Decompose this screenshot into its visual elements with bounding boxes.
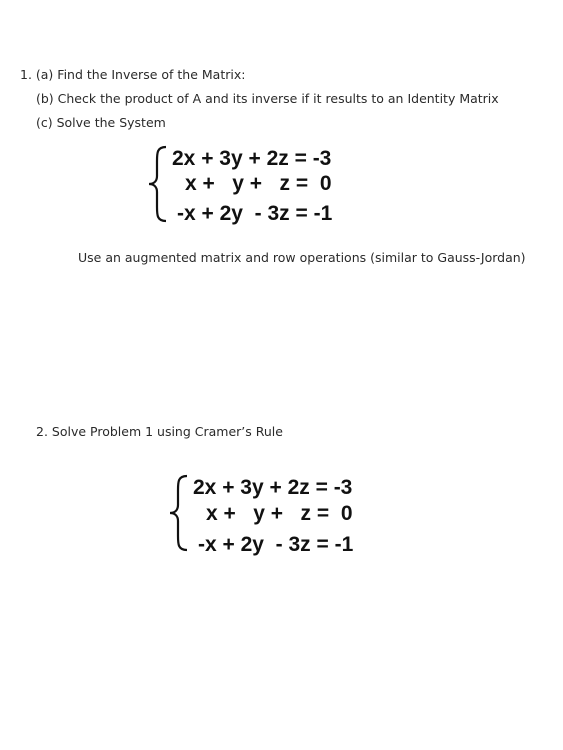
equation-2: x + y + z = 0 [185,172,332,195]
equation-1: 2x + 3y + 2z = -3 [193,476,353,499]
equation-3: -x + 2y - 3z = -1 [177,202,333,225]
problem-2-title: 2. Solve Problem 1 using Cramer’s Rule [36,424,283,439]
equation-1: 2x + 3y + 2z = -3 [172,147,332,170]
problem-1-instruction: Use an augmented matrix and row operations (similar to Gauss-Jordan) [78,250,526,265]
equation-3: -x + 2y - 3z = -1 [198,533,354,556]
problem-1-part-b: (b) Check the product of A and its inverse if it results to an Identity Matrix [36,91,499,106]
problem-1-part-a: 1. (a) Find the Inverse of the Matrix: [20,67,246,82]
equation-system-1 [146,145,406,225]
equation-2: x + y + z = 0 [206,502,353,525]
problem-1-part-c: (c) Solve the System [36,115,166,130]
left-brace-icon [146,145,168,223]
equation-system-2 [167,474,427,554]
left-brace-icon [167,474,189,552]
